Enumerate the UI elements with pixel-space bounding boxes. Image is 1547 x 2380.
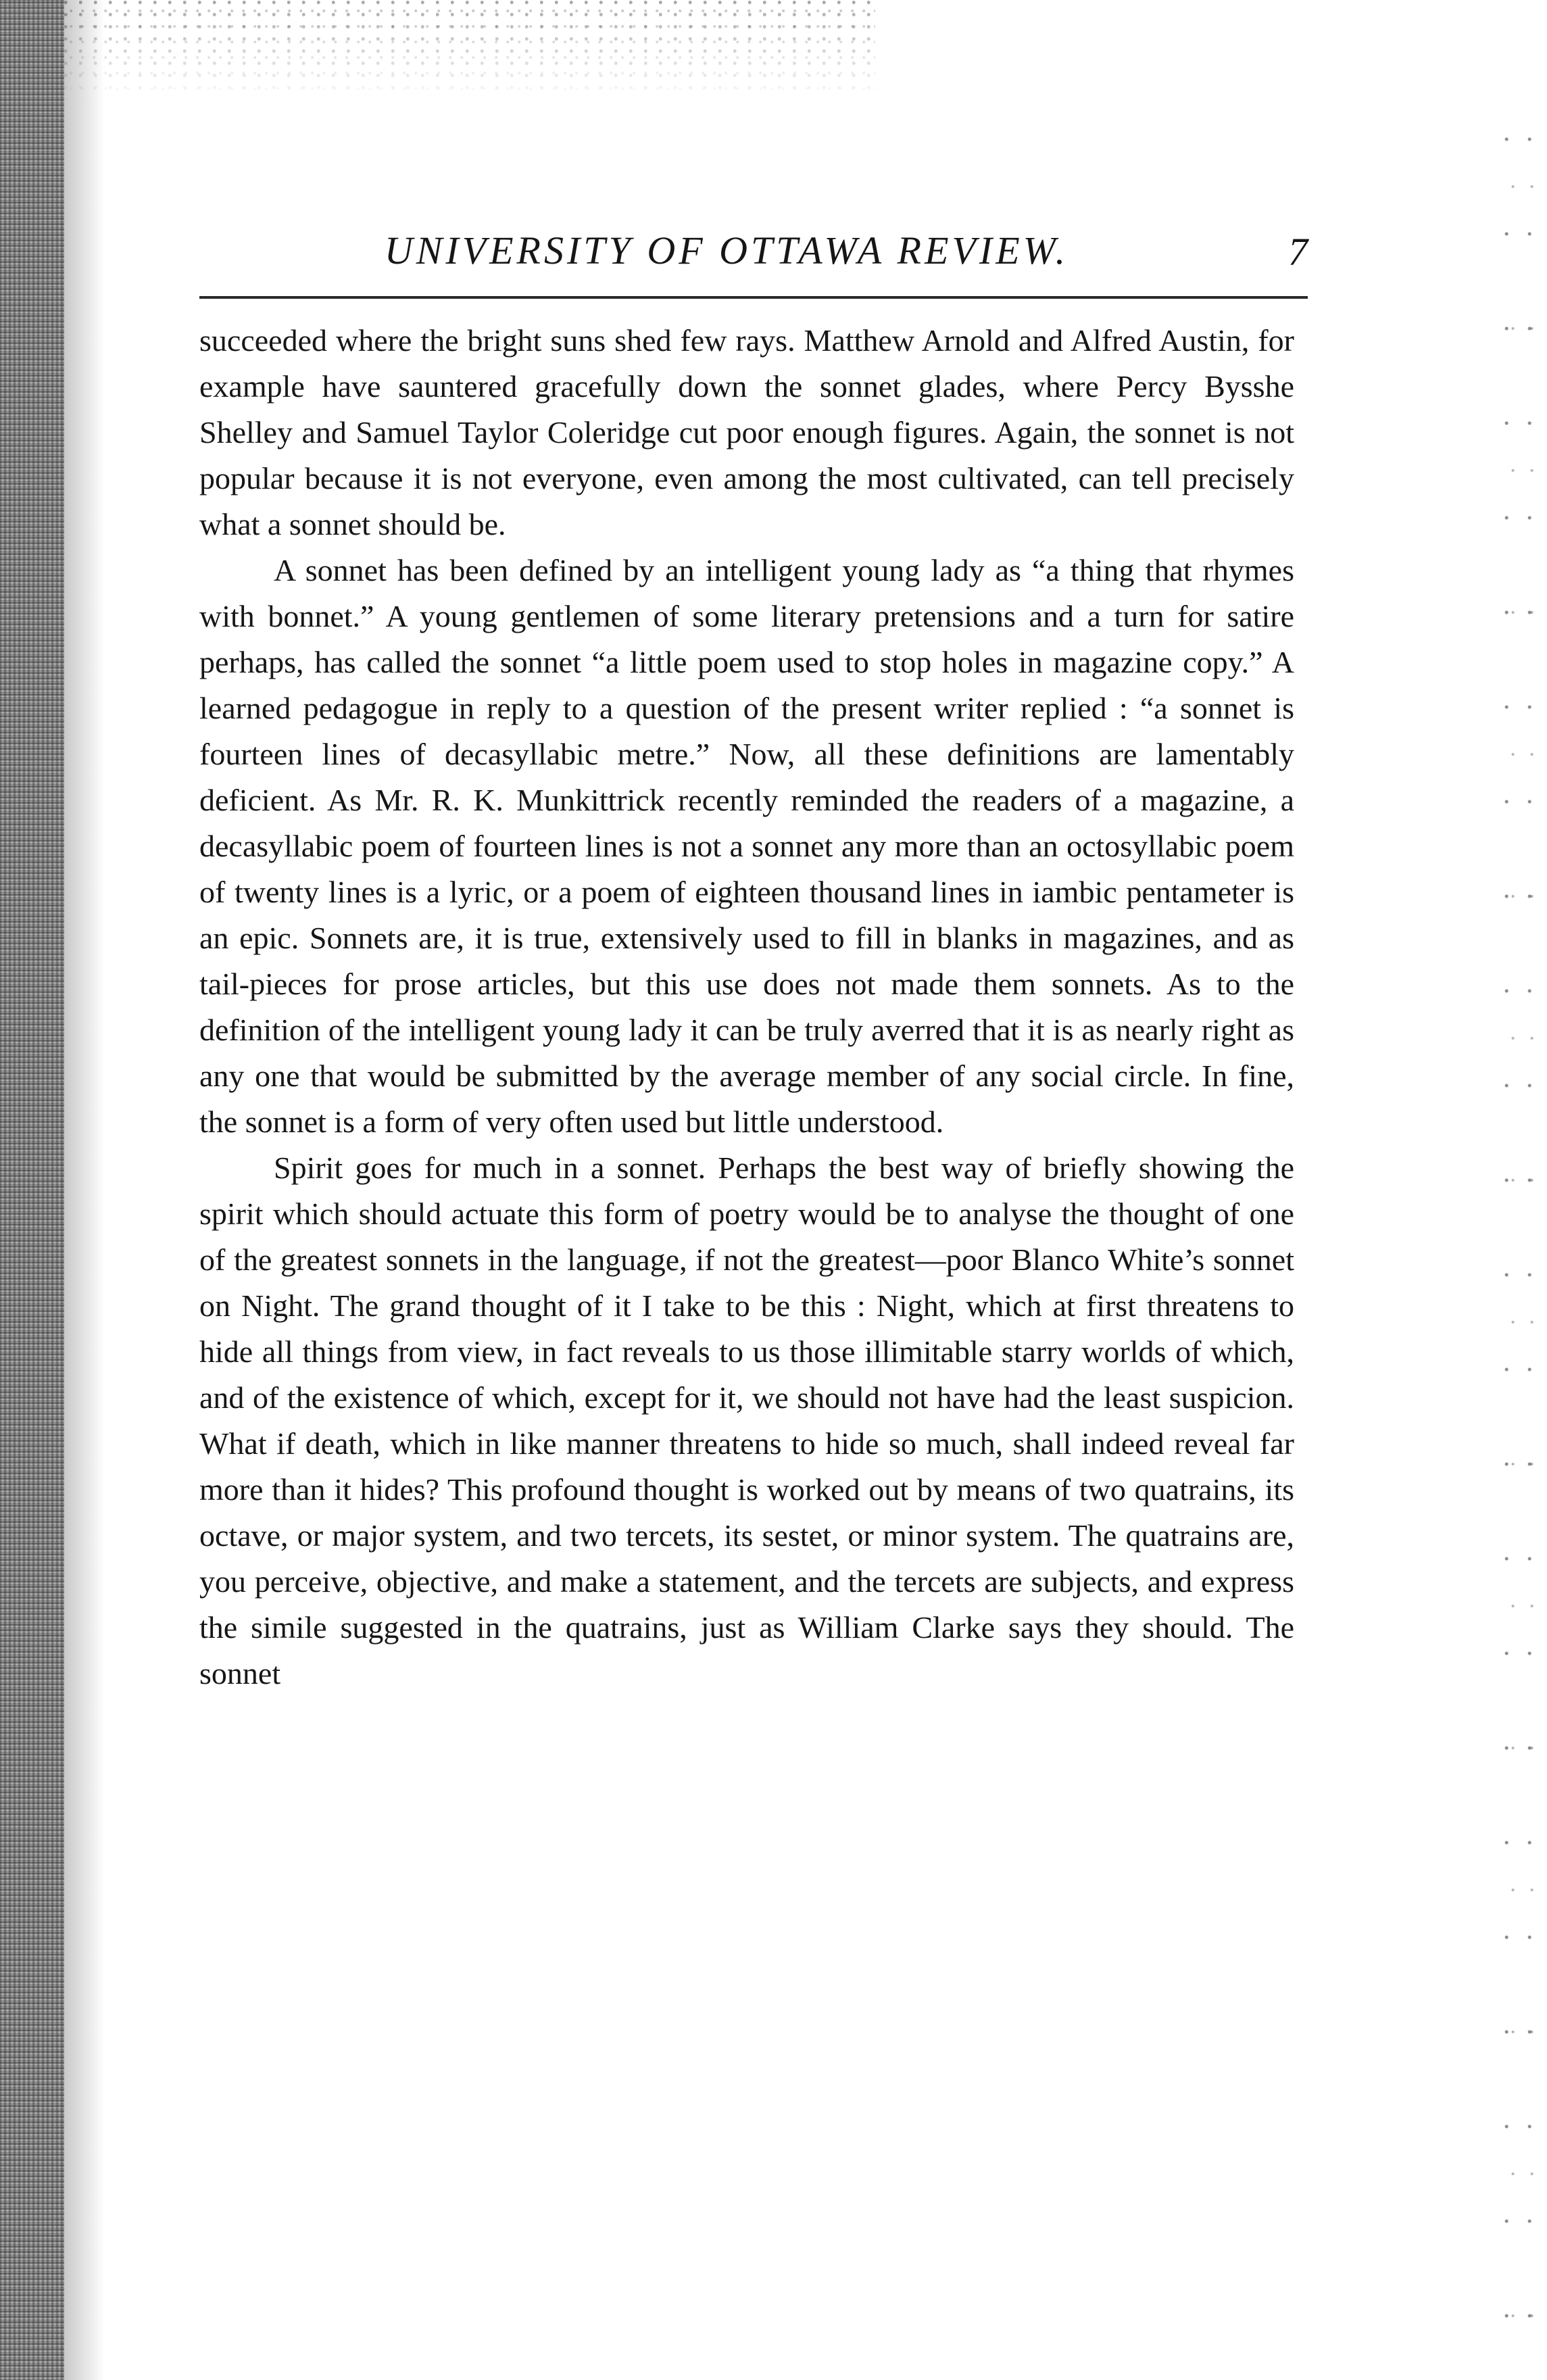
header-rule — [199, 296, 1308, 299]
running-title: UNIVERSITY OF OTTAWA REVIEW. — [384, 228, 1069, 272]
paragraph-3: Spirit goes for much in a sonnet. Perhaps the best way of briefly showing the spirit which should actuate this form of poetry would be to analyse the thought of one of the greatest sonnets in the language, if not the greatest—poor Blanco White’s sonnet on Night. The grand thought of it I take to be this : Night, which at first threatens to hide all things from view, in fact reveals to us those illimitable starry worlds of which, and of the existence of which, except for it, we should not have had the least suspicion. What if death, which in like manner threatens to hide so much, shall indeed reveal far more than it hides? This profound thought is worked out by means of two quatrains, its octave, or major system, and two tercets, its sestet, or minor system. The quatrains are, you perceive, objective, and make a statement, and the tercets are subjects, and express the simile suggested in the quatrains, just as William Clarke says they should. The sonnet — [199, 1150, 1294, 1691]
paragraph-1: succeeded where the bright suns shed few rays. Matthew Arnold and Alfred Austin, for example have sauntered gracefully down the sonnet glades, where Percy Bysshe Shelley and Samuel Taylor Coleridge cut poor enough figures. Again, the sonnet is not popular because it is not everyone, even among the most cultivated, can tell precisely what a sonnet should be. — [199, 323, 1294, 541]
paragraph-2: A sonnet has been defined by an intelligent young lady as “a thing that rhymes with bonnet.” A young gentlemen of some literary pretensions and a turn for satire perhaps, has called the sonnet “a little poem used to stop holes in magazine copy.” A learned pedagogue in reply to a question of the present writer replied : “a sonnet is fourteen lines of decasyllabic metre.” Now, all these definitions are lamentably deficient. As Mr. R. K. Munkittrick recently reminded the readers of a magazine, a decasyllabic poem of fourteen lines is not a sonnet any more than an octosyllabic poem of twenty lines is a lyric, or a poem of eighteen thousand lines in iambic pentameter is an epic. Sonnets are, it is true, extensively used to fill in blanks in magazines, and as tail-pieces for prose articles, but this use does not made them sonnets. As to the definition of the intelligent young lady it can be truly averred that it is as nearly right as any one that would be submitted by the average member of any social circle. In fine, the sonnet is a form of very often used but little understood. — [199, 553, 1294, 1139]
page-number: 7 — [1288, 230, 1308, 274]
running-header — [199, 215, 1308, 283]
scan-right-noise — [1500, 101, 1547, 2332]
scan-edge-shadow — [0, 0, 64, 2380]
scan-top-noise — [64, 0, 875, 101]
article-body — [199, 318, 1294, 1697]
